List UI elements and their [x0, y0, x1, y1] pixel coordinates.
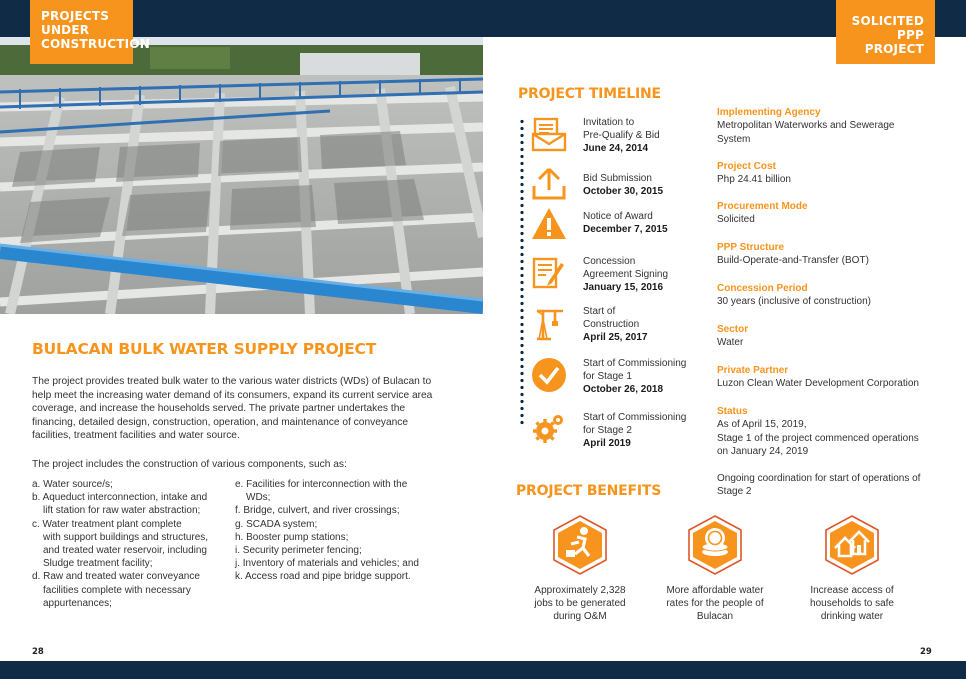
fact-implementing-agency: [717, 106, 942, 146]
timeline-label: for Stage 2: [583, 425, 632, 436]
timeline-date: April 2019: [583, 438, 631, 449]
project-title: BULACAN BULK WATER SUPPLY PROJECT: [32, 340, 377, 358]
component-line: appurtenances;: [43, 597, 112, 609]
benefit-line: Bulacan: [696, 611, 734, 623]
worker-running-icon: [549, 514, 611, 576]
top-bar: [0, 0, 966, 37]
timeline-event-text: [583, 116, 723, 155]
component-item: [235, 478, 440, 504]
fact-key: Sector: [717, 324, 749, 335]
timeline-label: Start of Commissioning: [583, 358, 687, 369]
page-number-left: 28: [32, 647, 44, 657]
timeline-event-text: [583, 172, 723, 198]
component-item: [32, 491, 232, 517]
projects-under-construction-tag: [30, 0, 150, 64]
page-number-right: 29: [920, 647, 932, 657]
fact-value-spacer: [717, 459, 942, 472]
timeline-label: Start of Commissioning: [583, 412, 687, 423]
components-list-left: [32, 478, 232, 610]
component-line: f. Bridge, culvert, and river crossings;: [235, 505, 400, 517]
timeline-date: October 26, 2018: [583, 384, 664, 395]
component-item: [235, 544, 440, 557]
component-line: g. SCADA system;: [235, 518, 318, 530]
fact-key: Status: [717, 406, 748, 417]
benefit-line: jobs to be generated: [534, 598, 626, 610]
timeline-event: [531, 357, 721, 403]
timeline-label: Bid Submission: [583, 173, 652, 184]
fact-key: Procurement Mode: [717, 201, 808, 212]
components-intro: The project includes the construction of various components, such as:: [32, 459, 347, 470]
tag-left-line: CONSTRUCTION: [41, 37, 150, 51]
timeline-label: Construction: [583, 319, 640, 330]
component-line: WDs;: [246, 492, 271, 504]
benefit-affordable-rates: [650, 514, 780, 624]
timeline-event: [531, 255, 721, 301]
benefit-line: More affordable water: [666, 585, 764, 596]
benefit-line: Increase access of: [810, 585, 894, 596]
fact-project-cost: [717, 160, 942, 187]
fact-value: Luzon Clean Water Development Corporation: [717, 378, 919, 390]
timeline-label: Concession: [583, 256, 636, 267]
fact-value: System: [717, 133, 751, 145]
component-line: lift station for raw water abstraction;: [43, 505, 201, 517]
timeline-label: Notice of Award: [583, 211, 653, 222]
houses-icon: [821, 514, 883, 576]
fact-value: Stage 2: [717, 486, 752, 498]
document-signing-icon: [531, 255, 567, 291]
fact-value: Solicited: [717, 214, 755, 226]
timeline-event-text: [583, 210, 723, 236]
timeline-date: October 30, 2015: [583, 186, 664, 197]
timeline-date: December 7, 2015: [583, 224, 668, 235]
gears-icon: [531, 411, 567, 447]
component-item: [32, 518, 232, 571]
timeline-event-text: [583, 255, 723, 294]
component-item: [235, 531, 440, 544]
fact-value: Ongoing coordination for start of operations of: [717, 473, 921, 485]
fact-key: Implementing Agency: [717, 107, 821, 118]
fact-sector: [717, 323, 942, 350]
component-line: facilities complete with necessary: [43, 584, 191, 596]
coins-icon: [684, 514, 746, 576]
solicited-ppp-project-tag: [836, 0, 935, 64]
component-item: [235, 518, 440, 531]
fact-value: Metropolitan Waterworks and Sewerage: [717, 120, 895, 132]
component-line: h. Booster pump stations;: [235, 531, 349, 543]
fact-key: Concession Period: [717, 283, 808, 294]
timeline-date: April 25, 2017: [583, 332, 648, 343]
timeline-label: Pre-Qualify & Bid: [583, 130, 660, 141]
fact-key: Project Cost: [717, 161, 776, 172]
timeline-date: June 24, 2014: [583, 143, 649, 154]
benefit-text: [787, 584, 917, 624]
fact-private-partner: [717, 364, 942, 391]
benefit-text: [650, 584, 780, 624]
checkmark-icon: [531, 357, 567, 393]
fact-concession-period: [717, 282, 942, 309]
warning-icon: [531, 206, 567, 242]
benefits-heading: PROJECT BENEFITS: [516, 483, 662, 499]
timeline-label: Start of: [583, 306, 616, 317]
timeline-date: January 15, 2016: [583, 282, 664, 293]
benefit-line: during O&M: [553, 611, 607, 623]
benefit-drinking-water: [787, 514, 917, 624]
components-list-right: [235, 478, 440, 584]
benefit-line: drinking water: [820, 611, 884, 623]
tag-left-line: PROJECTS: [41, 9, 110, 23]
component-line: b. Aqueduct interconnection, intake and: [32, 492, 208, 504]
benefit-jobs: [515, 514, 645, 624]
fact-value: on January 24, 2019: [717, 446, 809, 458]
component-line: and treated water reservoir, including: [43, 545, 207, 557]
tag-right-line: PPP PROJECT: [864, 28, 924, 56]
tag-right-line: SOLICITED: [851, 14, 924, 28]
component-line: d. Raw and treated water conveyance: [32, 571, 200, 583]
component-line: j. Inventory of materials and vehicles; and: [235, 558, 419, 570]
benefit-line: households to safe: [810, 598, 894, 610]
fact-value: Build-Operate-and-Transfer (BOT): [717, 255, 869, 267]
bottom-bar: [0, 661, 966, 679]
timeline-label: for Stage 1: [583, 371, 632, 382]
fact-ppp-structure: [717, 241, 942, 268]
component-line: Sludge treatment facility;: [43, 558, 153, 570]
component-line: e. Facilities for interconnection with the: [235, 479, 408, 490]
component-item: [32, 570, 232, 610]
upload-icon: [531, 166, 567, 202]
fact-status: [717, 405, 942, 499]
crane-icon: [531, 305, 567, 341]
component-line: k. Access road and pipe bridge support.: [235, 571, 411, 583]
component-item: [235, 504, 440, 517]
benefit-line: rates for the people of: [666, 598, 764, 610]
timeline-label: Agreement Signing: [583, 269, 669, 280]
component-line: i. Security perimeter fencing;: [235, 545, 362, 557]
component-item: [235, 557, 440, 570]
fact-key: Private Partner: [717, 365, 789, 376]
timeline-dotted-line: [520, 118, 524, 428]
fact-value: Stage 1 of the project commenced operations: [717, 432, 919, 444]
component-item: [235, 570, 440, 583]
timeline-heading: PROJECT TIMELINE: [518, 86, 661, 102]
fact-procurement-mode: [717, 200, 942, 227]
timeline-event-text: [583, 357, 723, 396]
fact-value: 30 years (inclusive of construction): [717, 296, 871, 308]
timeline-event: [531, 116, 721, 162]
benefit-text: [515, 584, 645, 624]
fact-value: Php 24.41 billion: [717, 174, 791, 186]
component-item: [32, 478, 232, 491]
fact-key: PPP Structure: [717, 242, 785, 253]
timeline-event: [531, 206, 721, 252]
tag-left-line: UNDER: [41, 23, 90, 37]
timeline-event: [531, 305, 721, 351]
fact-value: Water: [717, 337, 744, 349]
timeline-label: Invitation to: [583, 117, 635, 128]
timeline-event-text: [583, 411, 723, 450]
component-line: with support buildings and structures,: [43, 531, 209, 543]
photo-illustration: [0, 37, 483, 314]
envelope-icon: [531, 116, 567, 152]
component-line: a. Water source/s;: [32, 479, 113, 490]
timeline-event: [531, 411, 721, 457]
fact-value: As of April 15, 2019,: [717, 419, 807, 431]
project-description: The project provides treated bulk water to the various water districts (WDs) of Bulacan to help meet the increasing water demand of its consumers, expand its current service area coverage, and increase the households served. The private partner undertakes the financing, detailed design, construction, operation, and maintenance of conveyance facilities, treatment facilities and water source.: [32, 376, 433, 442]
water-treatment-photo: [0, 37, 483, 314]
timeline-event-text: [583, 305, 723, 344]
component-line: c. Water treatment plant complete: [32, 518, 182, 530]
benefit-line: Approximately 2,328: [534, 585, 626, 596]
